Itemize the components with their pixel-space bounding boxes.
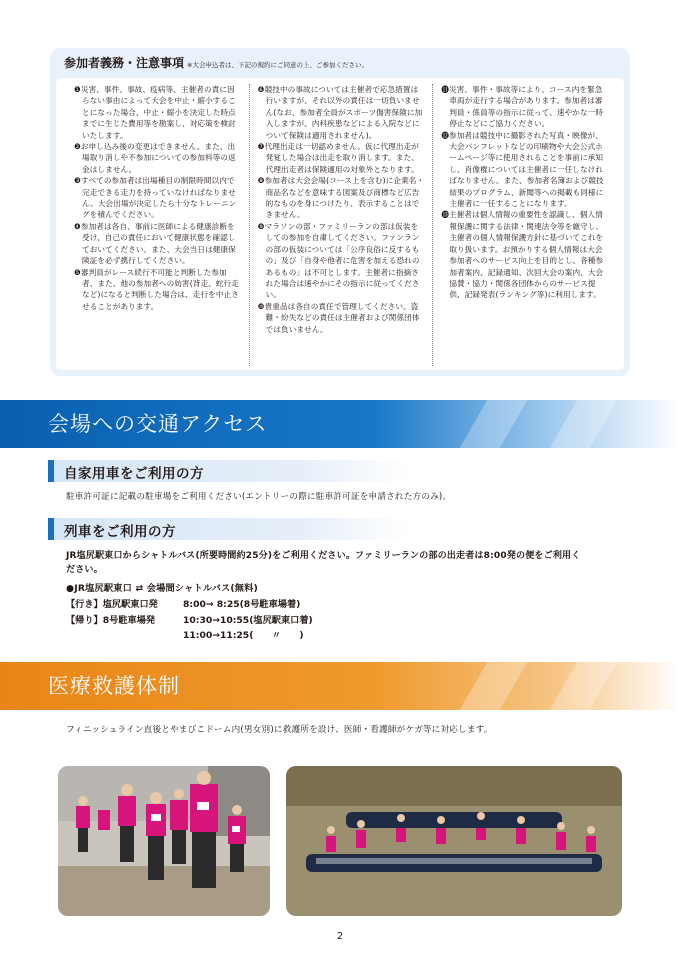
rule-item: ❶災害、事件、事故、疫病等、主催者の責に因らない事由によって大会を中止・縮小することになった場合、中止・縮小を決定した時点までに生じた費用等を勘案し、対応策を検討いたします。 bbox=[74, 85, 236, 140]
rule-item: ❽参加者は大会会場(コース上を含む)に企業名・商品名などを意味する図案及び商標など広告的なものを身につけたり、表示することはできません。 bbox=[257, 176, 425, 220]
rule-item: ❸すべての参加者は出場種目の制限時間以内で完走できる走力を持っていなければなりません。大会出場が決定したら十分なトレーニングを積んでください。 bbox=[74, 176, 237, 220]
page-number: 2 bbox=[336, 931, 344, 942]
rules-column-2 bbox=[249, 84, 433, 366]
group-photo bbox=[286, 766, 622, 916]
timetable-time: 10:30→10:55(塩尻駅東口着) bbox=[183, 614, 313, 626]
timetable-label bbox=[66, 628, 183, 644]
rules-column-1 bbox=[66, 84, 249, 366]
timetable-time: 11:00→11:25( 〃 ) bbox=[183, 630, 304, 641]
rules-box bbox=[50, 48, 630, 376]
medical-title: 医療救護体制 bbox=[48, 674, 180, 698]
train-heading bbox=[48, 518, 408, 540]
train-heading-label: 列車をご利用の方 bbox=[64, 524, 176, 540]
runners-photo bbox=[58, 766, 270, 916]
rule-item: ❷お申し込み後の変更はできません。また、出場取り消しや不参加についての参加料等の返金はしません。 bbox=[74, 142, 236, 174]
train-text-line2: ださい。 bbox=[66, 565, 103, 575]
timetable-label: 【帰り】8号駐車場発 bbox=[66, 614, 156, 626]
medical-banner bbox=[0, 662, 680, 710]
rules-title: 参加者義務・注意事項 bbox=[64, 56, 185, 70]
shuttle-timetable bbox=[66, 597, 313, 644]
rule-item: ❻競技中の事故については主催者で応急措置は行いますが、それ以外の責任は一切負いません(なお、参加者全員がスポーツ傷害保険に加入しますが、内科疾患などによる入院などについて保険は適用されません)。 bbox=[257, 85, 423, 140]
timetable-time: 8:00→ 8:25(8号駐車場着) bbox=[183, 599, 301, 610]
medical-text: フィニッシュライン直後とやまびこドーム内(男女別)に救護所を設け、医師・看護師がケガ等に対応します。 bbox=[66, 725, 493, 735]
rules-column-3 bbox=[432, 84, 616, 366]
rule-item: ❹参加者は各自、事前に医師による健康診断を受け、自己の責任において健康状態を確認しておいてください。また、大会当日は健康保険証を必ず携行してください。 bbox=[74, 221, 236, 266]
shuttle-title: ●JR塩尻駅東口 ⇄ 会場間シャトルバス(無料) bbox=[66, 583, 258, 594]
car-heading-label: 自家用車をご利用の方 bbox=[64, 466, 204, 482]
rule-item: ⓭主催者は個人情報の重要性を認識し、個人情報保護に関する法律・関連法令等を厳守し、主催者の個人情報保護方針に基づいてこれを取り扱います。お預かりする個人情報は大会参加者へのサービス向上を目的とし、各種参加者案内、記録通知、次回大会の案内、大会協賛・協力・関係各団体からのサービス提供、記録発表(ランキング等)に利用します。 bbox=[441, 210, 604, 300]
rule-item: ❾マラソンの部・ファミリーランの部は仮装をしての参加を自粛してください。ファンランの部の仮装については「公序良俗に反するもの」及び「自身や他者に危害を加える恐れのあるもの」は不可とします。主催者に指摘された場合は速やかにその指示に従ってください。 bbox=[257, 221, 420, 300]
access-title: 会場への交通アクセス bbox=[48, 412, 268, 436]
rule-item: ⓬参加者は競技中に撮影された写真・映像が、大会パンフレットなどの印刷物や大会公式ホームページ等に使用されることを事前に承知し、肖像権については主催者に一任しなければなりません。また、参加者名簿および競技結果のプログラム、新聞等への掲載も同様に主催者に一任することになります。 bbox=[441, 130, 604, 209]
rules-list bbox=[56, 78, 624, 370]
rules-subtitle: ※大会申込者は、下記の規約にご同意の上、ご参加ください。 bbox=[187, 61, 368, 69]
timetable-label: 【行き】塩尻駅東口発 bbox=[66, 599, 158, 610]
rule-item: ❼代理出走は一切認めません。仮に代理出走が発覚した場合は出走を取り消します。また、代理出走者は保険適用の対象外となります。 bbox=[257, 142, 419, 174]
rule-item: ❿貴重品は各自の責任で管理してください。盗難・紛失などの責任は主催者および関係団体では負いません。 bbox=[257, 301, 420, 334]
timetable-row bbox=[66, 613, 313, 629]
car-heading bbox=[48, 460, 408, 482]
timetable-row bbox=[66, 597, 313, 613]
rules-header bbox=[56, 54, 624, 74]
car-text: 駐車許可証に記載の駐車場をご利用ください(エントリーの際に駐車許可証を申請された方のみ)。 bbox=[66, 492, 452, 502]
access-banner bbox=[0, 400, 680, 448]
train-text-line1: JR塩尻駅東口からシャトルバス(所要時間約25分)をご利用ください。ファミリーランの部の出走者は8:00発の便をご利用く bbox=[66, 551, 581, 561]
rule-item: ⓫災害、事件・事故等により、コース内を緊急車両が走行する場合があります。参加者は審判員・係員等の指示に従って、速やかな一時停止などにご協力ください。 bbox=[441, 85, 604, 129]
timetable-row bbox=[66, 628, 313, 644]
rule-item: ❺審判員がレース続行不可能と判断した参加者、また、他の参加者への妨害(背走、蛇行走など)になると判断した場合は、走行を中止させることがあります。 bbox=[74, 267, 239, 311]
